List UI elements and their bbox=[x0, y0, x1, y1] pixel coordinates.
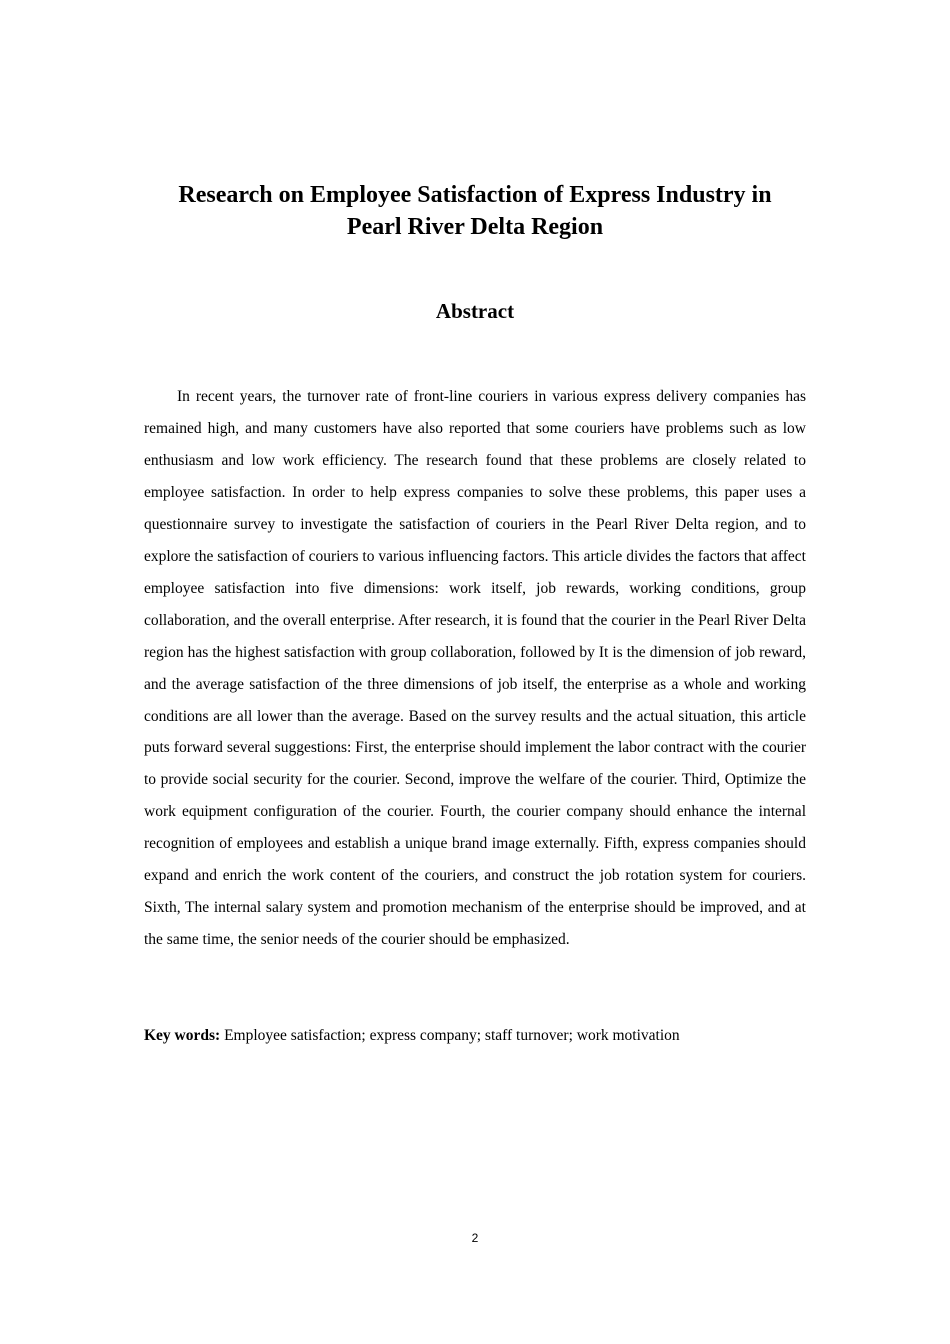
abstract-heading: Abstract bbox=[435, 299, 515, 323]
keywords-label: Key words: bbox=[144, 1027, 221, 1044]
keywords-text: Employee satisfaction; express company; staff turnover; work motivation bbox=[224, 1027, 680, 1044]
keywords-line bbox=[144, 1020, 806, 1051]
paper-title-line-2: Pearl River Delta Region bbox=[346, 214, 604, 240]
paper-title-line-1: Research on Employee Satisfaction of Express Industry in bbox=[178, 182, 772, 208]
paper-title bbox=[120, 179, 830, 243]
abstract-body: In recent years, the turnover rate of front-line couriers in various express delivery companies has remained high, and many customers have also reported that some couriers have problems such as low enthusiasm and low work efficiency. The research found that these problems are closely related to employee satisfaction. In order to help express companies to solve these problems, this paper uses a questionnaire survey to investigate the satisfaction of couriers in the Pearl River Delta region, and to explore the satisfaction of couriers to various influencing factors. This article divides the factors that affect employee satisfaction into five dimensions: work itself, job rewards, working conditions, group collaboration, and the overall enterprise. After research, it is found that the courier in the Pearl River Delta region has the highest satisfaction with group collaboration, followed by It is the dimension of job reward, and the average satisfaction of the three dimensions of job itself, the enterprise as a whole and working conditions are all lower than the average. Based on the survey results and the actual situation, this article puts forward several suggestions: First, the enterprise should implement the labor contract with the courier to provide social security for the courier. Second, improve the welfare of the courier. Third, Optimize the work equipment configuration of the courier. Fourth, the courier company should enhance the internal recognition of employees and establish a unique brand image externally. Fifth, express companies should expand and enrich the work content of the couriers, and construct the job rotation system for couriers. Sixth, The internal salary system and promotion mechanism of the enterprise should be improved, and at the same time, the senior needs of the courier should be emphasized. bbox=[144, 388, 806, 949]
page-number: 2 bbox=[471, 1231, 479, 1245]
